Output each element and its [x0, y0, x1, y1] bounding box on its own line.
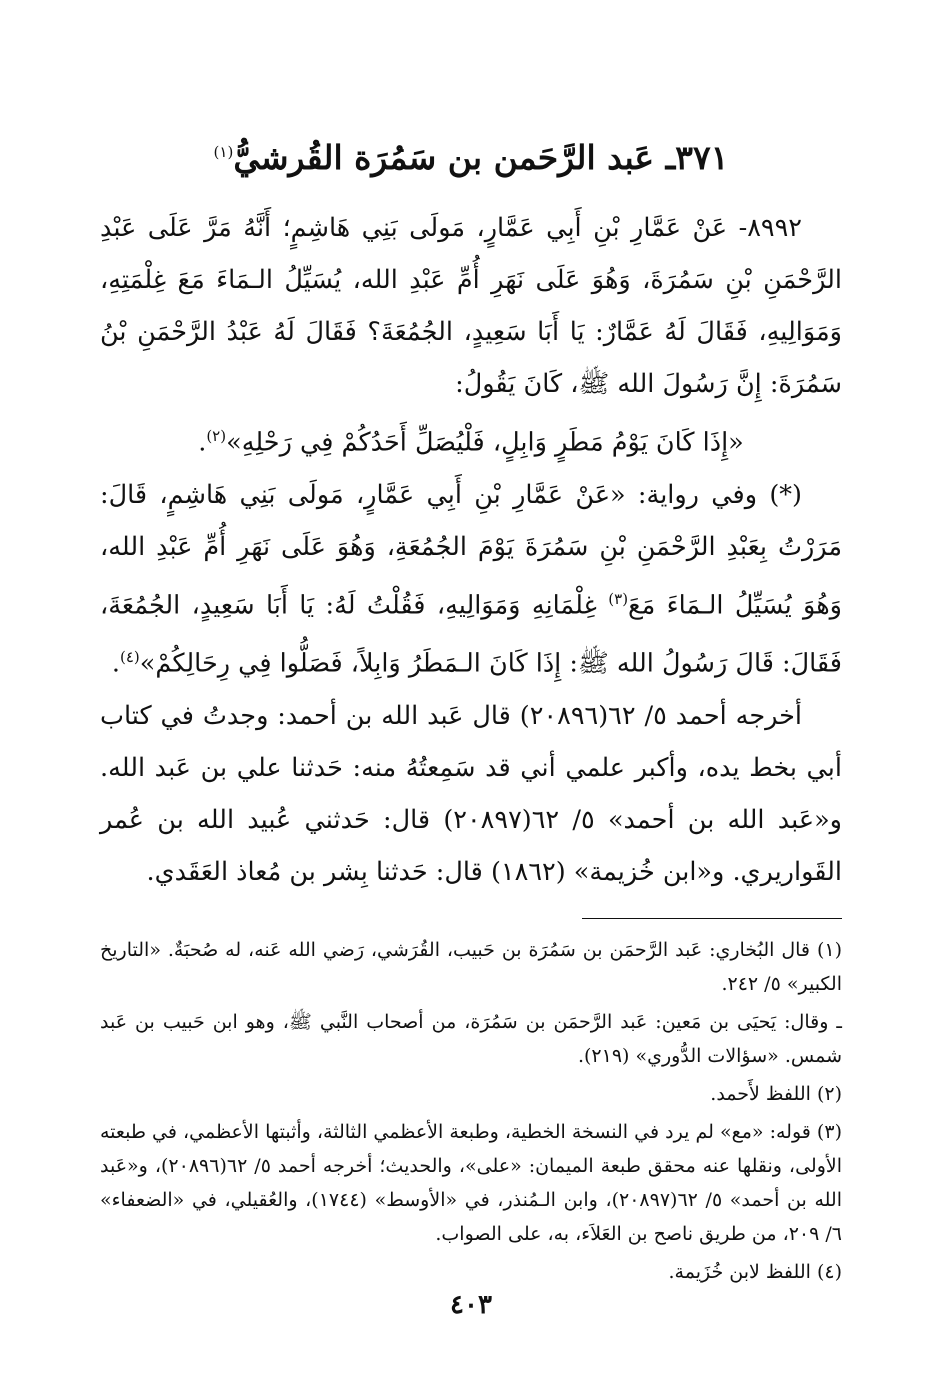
chapter-title: [100, 120, 842, 190]
chapter-footnote-ref: (١): [213, 143, 234, 161]
hadith-quote-text: «إِذَا كَانَ يَوْمُ مَطَرٍ وَابِلٍ، فَلْيُصَلِّ أَحَدُكُمْ فِي رَحْلِهِ»: [226, 427, 744, 458]
footnote-3: (٣) قوله: «مع» لم يرد في النسخة الخطية، وطبعة الأعظمي الثالثة، وأثبتها الأعظمي، في طبعته الأولى، ونقلها عنه محقق طبعة الميمان: «على»، والحديث؛ أخرجه أحمد ٥/ ٦٢(٢٠٨٩٦)، و«عَبد الله بن أحمد» ٥/ ٦٢(٢٠٨٩٧)، وابن الـمُنذر، في «الأوسط» (١٧٤٤)، والعُقيلي، في «الضعفاء» ٦/ ٢٠٩، من طريق ناصح بن العَلاَء، به، على الصواب.: [100, 1120, 842, 1245]
footnote-1: (١) قال البُخاري: عَبد الرَّحمَن بن سَمُرَة بن حَبيب، القُرَشي، رَضي الله عَنه، له صُحبَةٌ. «التاريخ الكبير» ٥/ ٢٤٢.: [100, 938, 842, 995]
hadith-quote-footnote-ref: (٢): [206, 427, 227, 445]
hadith-quote: «إِذَا كَانَ يَوْمُ مَطَرٍ وَابِلٍ، فَلْيُصَلِّ أَحَدُكُمْ فِي رَحْلِهِ»$^{(٢)}$.: [198, 427, 744, 458]
main-text: [100, 202, 842, 898]
riwaya-footnote-ref: (٣): [608, 589, 629, 608]
footnote-4: (٤) اللفظ لابن خُزَيمة.: [668, 1260, 842, 1283]
page-number: ٤٠٣: [450, 1290, 492, 1320]
footnote-divider: [582, 918, 842, 919]
footnote-2: (٢) اللفظ لأَحمد.: [710, 1082, 842, 1105]
chapter-title-text: ٣٧١ـ عَبد الرَّحَمن بن سَمُرَة القُرشيُّ: [233, 138, 729, 177]
hadith-paragraph: ٨٩٩٢- عَنْ عَمَّارِ بْنِ أَبِي عَمَّارٍ، مَولَى بَنِي هَاشِمٍ؛ أَنَّهُ مَرَّ عَلَى عَبْدِ الرَّحْمَنِ بْنِ سَمُرَةَ، وَهُوَ عَلَى نَهَرِ أُمِّ عَبْدِ الله، يُسَيِّلُ الـمَاءَ مَعَ غِلْمَتِهِ، وَمَوَالِيهِ، فَقَالَ لَهُ عَمَّارٌ: يَا أَبَا سَعِيدٍ، الجُمُعَةَ؟ فَقَالَ لَهُ عَبْدُ الرَّحْمَنِ بْنُ سَمُرَةَ: إِنَّ رَسُولَ الله ﷺ، كَانَ يَقُولُ:: [100, 213, 842, 399]
riwaya-text-part-2: غِلْمَانِهِ وَمَوَالِيهِ، فَقُلْتُ لَهُ: يَا أَبَا سَعِيدٍ، الجُمُعَةَ، فَقَالَ: قَالَ رَسُولُ الله ﷺ: إِذَا كَانَ الـمَطَرُ وَابِلاً، فَصَلُّوا فِي رِحَالِكُمْ»: [100, 590, 842, 679]
footnotes-section: [100, 933, 842, 1289]
footnote-1-continued: ـ وقال: يَحيَى بن مَعين: عَبد الرَّحمَن بن سَمُرَة، من أصحاب النَّبي ﷺ، وهو ابن حَبيب بن عَبد شمس. «سؤالات الدُّوري» (٢١٩).: [100, 1010, 842, 1067]
riwaya-end-footnote-ref: (٤): [119, 648, 140, 666]
book-page: [100, 120, 842, 1350]
riwaya-text-part-1: (*) وفي رواية: «عَنْ عَمَّارِ بْنِ أَبِي عَمَّارٍ، مَولَى بَنِي هَاشِمٍ، قَالَ: مَرَرْتُ بِعَبْدِ الرَّحْمَنِ بْنِ سَمُرَةَ يَوْمَ الجُمُعَةِ، وَهُوَ عَلَى نَهَرِ أُمِّ عَبْدِ الله، وَهُوَ يُسَيِّلُ الـمَاءَ مَعَ: [100, 479, 842, 620]
takhrij-paragraph: أخرجه أحمد ٥/ ٦٢(٢٠٨٩٦) قال عَبد الله بن أحمد: وجدتُ في كتاب أبي بخط يده، وأكبر علمي أني قد سَمِعتُهُ منه: حَدثنا علي بن عَبد الله. و«عَبد الله بن أحمد» ٥/ ٦٢(٢٠٨٩٧) قال: حَدثني عُبيد الله بن عُمر القَواريري. و«ابن خُزيمة» (١٨٦٢) قال: حَدثنا بِشر بن مُعاذ العَقَدي.: [100, 700, 842, 887]
riwaya-paragraph: (*) وفي رواية: «عَنْ عَمَّارِ بْنِ أَبِي عَمَّارٍ، مَولَى بَنِي هَاشِمٍ، قَالَ: مَرَرْتُ بِعَبْدِ الرَّحْمَنِ بْنِ سَمُرَةَ يَوْمَ الجُمُعَةِ، وَهُوَ عَلَى نَهَرِ أُمِّ عَبْدِ الله، وَهُوَ يُسَيِّلُ الـمَاءَ مَعَ$^{(٣)}$ غِلْمَانِهِ وَمَوَالِيهِ، فَقُلْتُ لَهُ: يَا أَبَا سَعِيدٍ، الجُمُعَةَ، فَقَالَ: قَالَ رَسُولُ الله ﷺ: إِذَا كَانَ الـمَطَرُ وَابِلاً، فَصَلُّوا فِي رِحَالِكُمْ»$^{(٤)}$.: [100, 479, 842, 679]
